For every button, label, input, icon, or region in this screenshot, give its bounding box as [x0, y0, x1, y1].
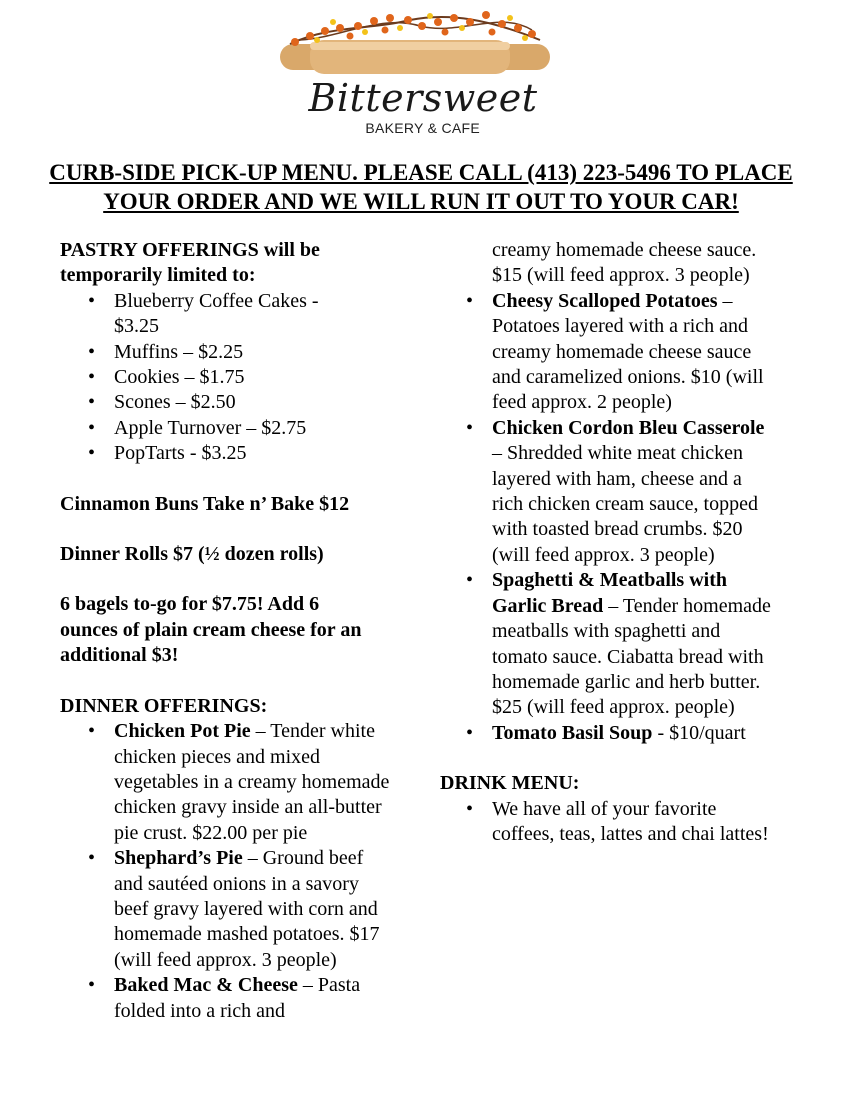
dish-name: Chicken Pot Pie: [114, 720, 251, 743]
list-item: [60, 846, 390, 973]
headline-line-2: YOUR ORDER AND WE WILL RUN IT OUT TO YOUR CAR!: [103, 189, 739, 214]
dinner-list: [60, 719, 390, 1024]
dish-name: Cheesy Scalloped Potatoes: [492, 289, 718, 312]
logo-tagline: BAKERY & CAFE: [365, 120, 480, 136]
cinnamon-buns-offer: Cinnamon Buns Take n’ Bake $12: [60, 492, 350, 515]
left-column: [60, 238, 390, 1024]
right-column: [440, 238, 775, 847]
dish-description: – Shredded white meat chicken layered with ham, cheese and a rich chicken cream sauce, topped with toasted bread crumbs. $20 (will feed approx. 3 people): [492, 442, 758, 566]
dinner-rolls-offer: Dinner Rolls $7 (½ dozen rolls): [60, 543, 324, 566]
list-item: • PopTarts - $3.25: [60, 441, 390, 466]
list-item: [60, 719, 390, 846]
dish-description: – Pasta folded into a rich and: [114, 974, 361, 1022]
list-item: • Blueberry Coffee Cakes - $3.25: [60, 289, 390, 340]
dish-name: Shephard’s Pie: [114, 847, 243, 870]
list-item: • Muffins – $2.25: [60, 340, 390, 365]
dish-description: – Tender homemade meatballs with spaghetti and tomato sauce. Ciabatta bread with homemade garlic and herb butter. $25 (will feed approx. people): [492, 594, 771, 719]
dish-description: – Tender white chicken pieces and mixed vegetables in a creamy homemade chicken gravy inside an all-butter pie crust. $22.00 per pie: [114, 720, 390, 844]
dinner-list-continued: [440, 289, 775, 746]
list-item: [440, 568, 775, 720]
pastry-heading-line-2: temporarily limited to:: [60, 264, 256, 287]
list-item: [60, 973, 390, 1024]
drink-list: [440, 797, 775, 848]
headline-line-1: CURB-SIDE PICK-UP MENU. PLEASE CALL (413) 223-5496 TO PLACE: [49, 160, 793, 185]
dish-name: Spaghetti & Meatballs with Garlic Bread: [492, 569, 727, 617]
pastry-list: [60, 289, 390, 467]
logo-wordmark: Bittersweet: [308, 76, 538, 120]
list-item: • We have all of your favorite coffees, teas, lattes and chai lattes!: [440, 797, 775, 848]
pastry-heading: [60, 238, 390, 289]
dish-description: – Ground beef and sautéed onions in a savory beef gravy layered with corn and homemade mashed potatoes. $17 (will feed approx. 3 people): [114, 847, 380, 971]
bagels-offer: 6 bagels to-go for $7.75! Add 6 ounces of plain cream cheese for an additional $3!: [60, 593, 362, 667]
dish-name: Tomato Basil Soup: [492, 721, 653, 744]
list-item: [440, 416, 775, 568]
drink-heading: DRINK MENU:: [440, 772, 580, 795]
bakery-logo: [270, 0, 560, 140]
dinner-heading: DINNER OFFERINGS:: [60, 694, 268, 717]
curbside-headline: [0, 158, 842, 216]
dish-description: – Potatoes layered with a rich and creamy homemade cheese sauce and caramelized onions. $10 (will feed approx. 2 people): [492, 289, 764, 414]
pastry-heading-line-1: PASTRY OFFERINGS will be: [60, 239, 320, 261]
dish-name: Chicken Cordon Bleu Casserole: [492, 416, 765, 439]
dish-description: - $10/quart: [652, 721, 746, 744]
list-item: [440, 289, 775, 416]
dish-name: Baked Mac & Cheese: [114, 974, 298, 997]
list-item: • Cookies – $1.75: [60, 365, 390, 390]
list-item: [440, 721, 775, 746]
list-item: • Apple Turnover – $2.75: [60, 416, 390, 441]
mac-cheese-continued: creamy homemade cheese sauce. $15 (will feed approx. 3 people): [492, 239, 757, 287]
list-item: • Scones – $2.50: [60, 390, 390, 415]
